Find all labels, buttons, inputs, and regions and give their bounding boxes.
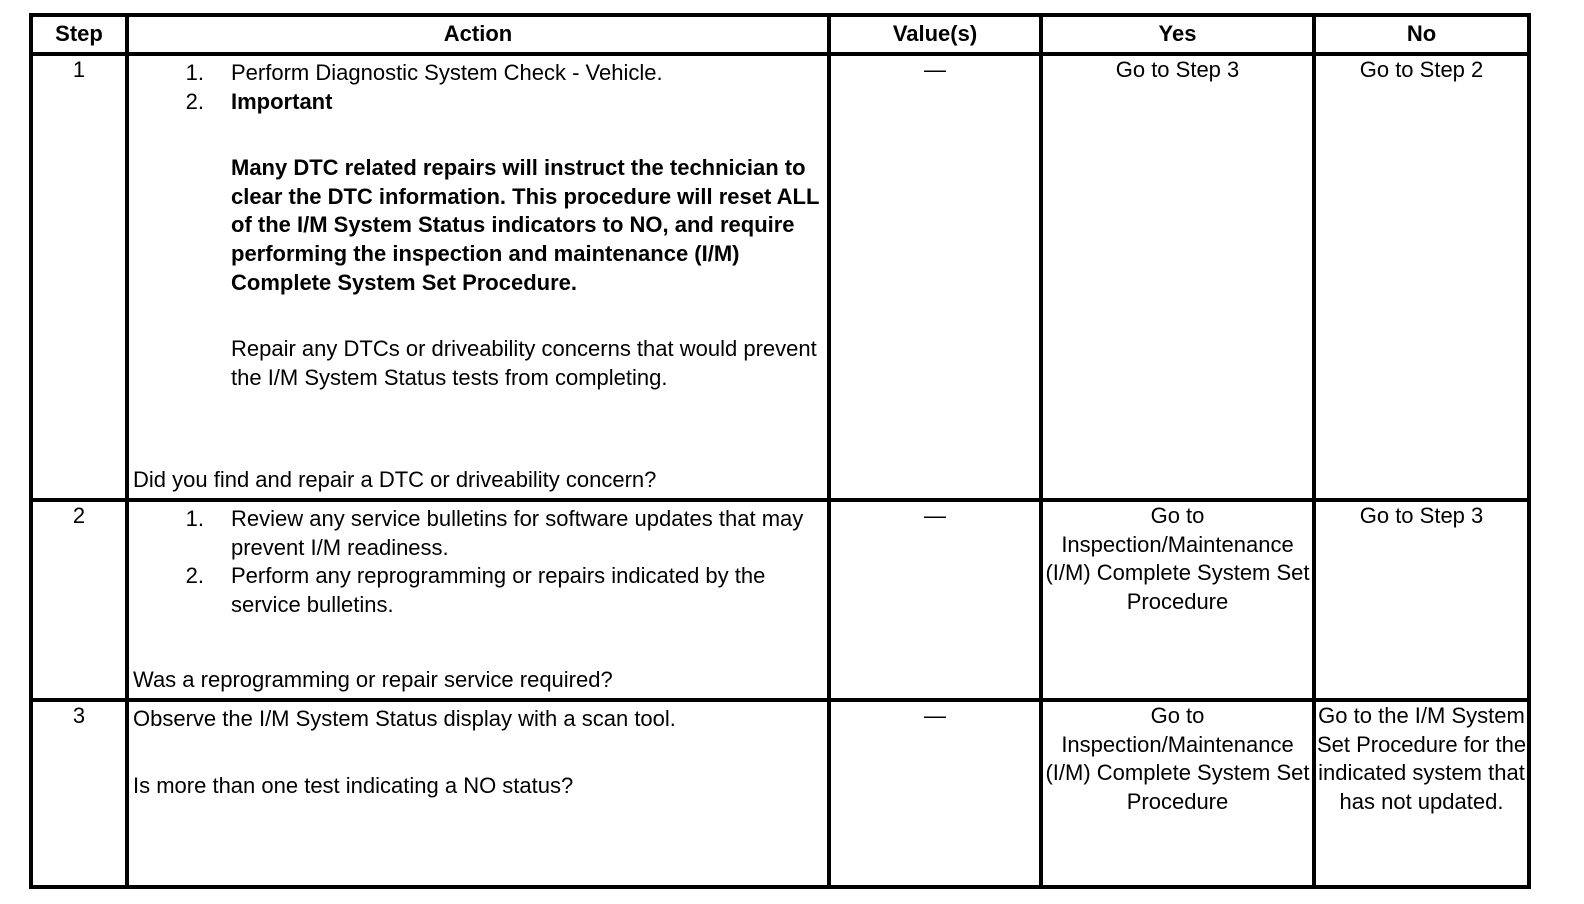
important-label: Important	[231, 88, 333, 114]
header-action: Action	[127, 15, 829, 54]
no-cell: Go to Step 2	[1314, 54, 1529, 500]
header-row	[31, 15, 1529, 54]
action-item	[133, 505, 821, 562]
action-cell	[127, 500, 829, 700]
action-item	[133, 88, 821, 117]
step-number: 1	[31, 54, 127, 500]
action-question: Is more than one test indicating a NO status?	[133, 772, 574, 798]
yes-cell: Go to Inspection/Maintenance (I/M) Complete System Set Procedure	[1041, 700, 1314, 887]
header-no: No	[1314, 15, 1529, 54]
table-row	[31, 500, 1529, 700]
value-cell: —	[829, 700, 1041, 887]
table-row	[31, 700, 1529, 887]
item-number: 2.	[185, 88, 204, 114]
item-text: Perform Diagnostic System Check - Vehicle.	[231, 60, 663, 85]
action-question: Was a reprogramming or repair service required?	[133, 667, 613, 693]
value-cell: —	[829, 500, 1041, 700]
item-number: 2.	[185, 563, 204, 589]
item-number: 1.	[185, 60, 204, 85]
value-cell: —	[829, 54, 1041, 500]
header-values: Value(s)	[829, 15, 1041, 54]
item-text: Perform any reprogramming or repairs indicated by the service bulletins.	[231, 563, 766, 617]
step-number: 3	[31, 700, 127, 887]
no-cell: Go to the I/M System Set Procedure for the indicated system that has not updated.	[1314, 700, 1529, 887]
no-cell: Go to Step 3	[1314, 500, 1529, 700]
yes-cell: Go to Inspection/Maintenance (I/M) Complete System Set Procedure	[1041, 500, 1314, 700]
item-text: Review any service bulletins for software updates that may prevent I/M readiness.	[231, 506, 804, 560]
action-item	[133, 562, 821, 619]
action-cell	[127, 54, 829, 500]
action-question: Did you find and repair a DTC or driveability concern?	[133, 467, 657, 493]
action-item	[133, 59, 821, 88]
item-number: 1.	[185, 506, 204, 531]
step-number: 2	[31, 500, 127, 700]
header-yes: Yes	[1041, 15, 1314, 54]
diagnostic-table	[29, 13, 1531, 889]
action-instruction: Observe the I/M System Status display with a scan tool.	[133, 706, 676, 731]
table-row	[31, 54, 1529, 500]
action-cell	[127, 700, 829, 887]
action-note: Repair any DTCs or driveability concerns that would prevent the I/M System Status tests from completing.	[231, 336, 817, 390]
yes-cell: Go to Step 3	[1041, 54, 1314, 500]
important-text: Many DTC related repairs will instruct the technician to clear the DTC information. This procedure will reset ALL of the I/M System Status indicators to NO, and require performing the inspection and maintenance (I/M) Complete System Set Procedure.	[231, 155, 819, 295]
header-step: Step	[31, 15, 127, 54]
